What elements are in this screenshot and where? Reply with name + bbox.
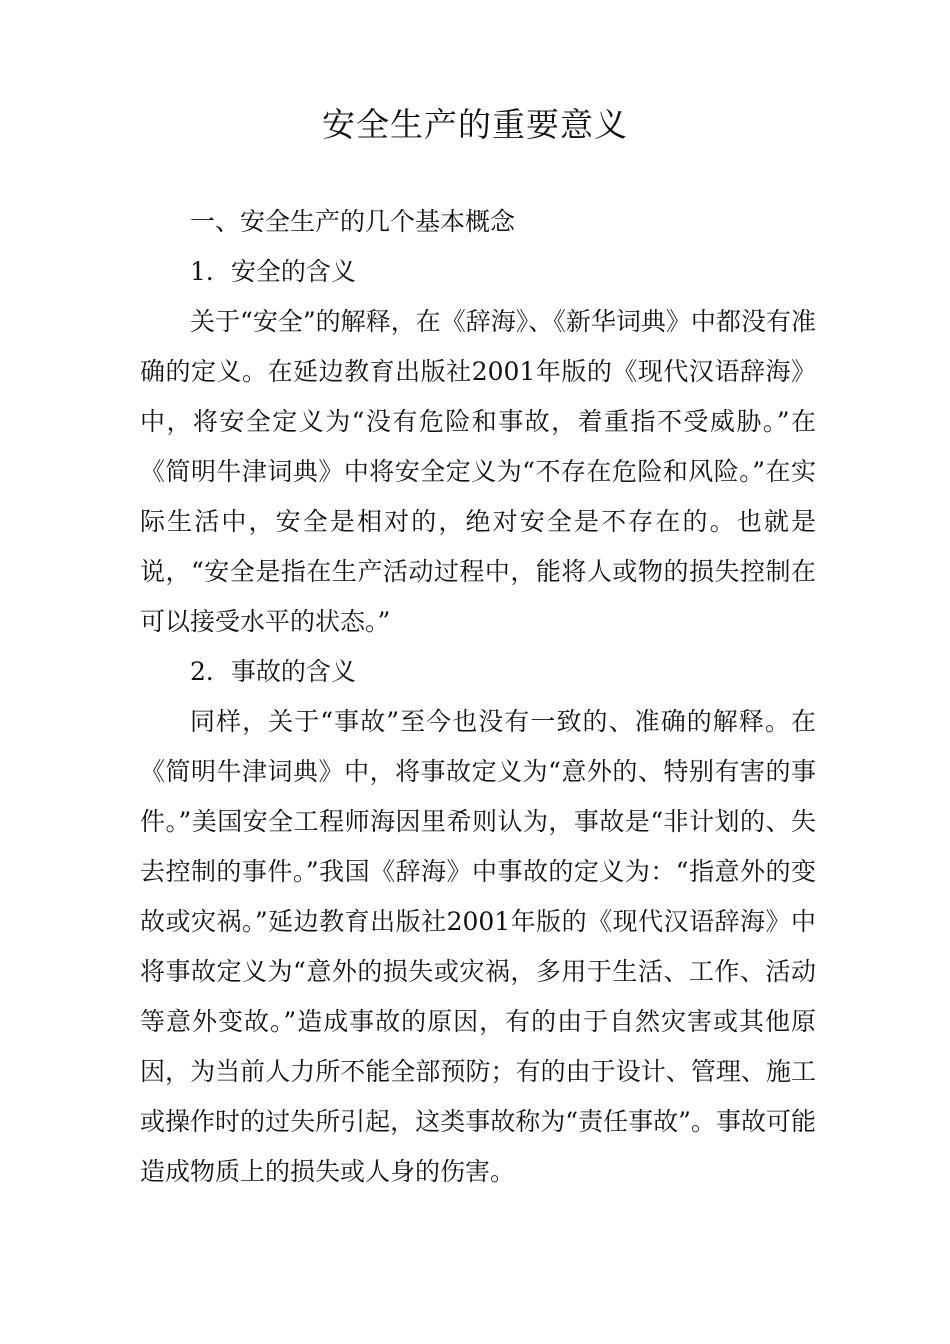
section-heading: 一、安全生产的几个基本概念 bbox=[190, 207, 516, 236]
paragraph-safety-definition: 关于“安全”的解释，在《辞海》、《新华词典》中都没有准确的定义。在延边教育出版社2001年版的《现代汉语辞海》中，将安全定义为“没有危险和事故，着重指不受威胁。”在《简明牛津词典》中将安全定义为“不存在危险和风险。”在实际生活中，安全是相对的，绝对安全是不存在的。也就是说，“安全是指在生产活动过程中，能将人或物的损失控制在可以接受水平的状态。” bbox=[140, 307, 816, 636]
paragraph-accident-definition: 同样，关于“事故”至今也没有一致的、准确的解释。在《简明牛津词典》中，将事故定义为“意外的、特别有害的事件。”美国安全工程师海因里希则认为，事故是“非计划的、失去控制的事件。”我国《辞海》中事故的定义为：“指意外的变故或灾祸。”延边教育出版社2001年版的《现代汉语辞海》中将事故定义为“意外的损失或灾祸，多用于生活、工作、活动等意外变故。”造成事故的原因，有的由于自然灾害或其他原因，为当前人力所不能全部预防；有的由于设计、管理、施工或操作时的过失所引起，这类事故称为“责任事故”。事故可能造成物质上的损失或人身的伤害。 bbox=[140, 707, 816, 1186]
document-title: 安全生产的重要意义 bbox=[322, 105, 628, 144]
subsection-heading-safety: 1．安全的含义 bbox=[190, 257, 356, 286]
subsection-heading-accident: 2．事故的含义 bbox=[190, 657, 356, 686]
document-body bbox=[140, 197, 816, 1197]
